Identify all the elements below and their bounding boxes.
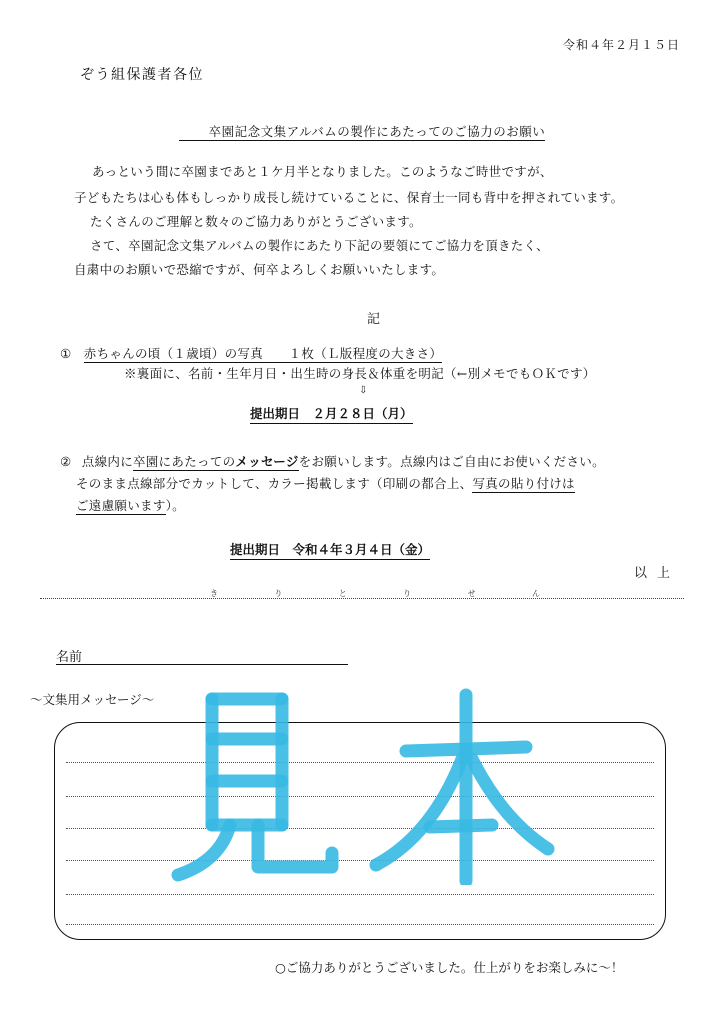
name-field-line[interactable]	[56, 664, 348, 665]
item2-line3	[76, 496, 185, 514]
item2-underlined: 卒園にあたっての	[133, 454, 236, 469]
cut-line	[40, 598, 684, 599]
stamp-stroke	[178, 825, 230, 875]
item1-note: ※裏面に、名前・生年月日・出生時の身長＆体重を明記（←別メモでもＯＫです）	[124, 366, 596, 381]
item2-text: ）。	[165, 498, 185, 513]
item2-message-bold: メッセージ	[235, 454, 299, 469]
ki-heading: 記	[367, 312, 381, 327]
cut-label-char: り	[403, 589, 412, 598]
ijou-closing: 以上	[634, 566, 681, 581]
stamp-stroke	[472, 759, 548, 849]
closing-thanks: ○ご協力ありがとうございました。仕上がりをお楽しみに～！	[275, 960, 624, 975]
cut-label-char: ん	[531, 589, 540, 598]
item2-underlined: ご遠慮願います	[76, 498, 166, 513]
name-label: 名前	[56, 650, 83, 665]
cut-label-char: と	[338, 589, 347, 598]
item2-text: そのまま点線部分でカットして、カラー掲載します（印刷の都合上、	[76, 476, 473, 491]
stamp-stroke	[430, 825, 492, 827]
item1-line	[60, 344, 442, 362]
cut-label-char: き	[210, 589, 218, 598]
message-label: ～文集用メッセージ～	[30, 692, 155, 707]
item2-text: をお願いします。点線内はご自由にお使いください。	[298, 454, 605, 469]
addressee: ぞう組保護者各位	[80, 67, 204, 83]
item1-deadline: 提出期日 ２月２８日（月）	[250, 404, 413, 424]
item2-text: 点線内に	[81, 454, 133, 469]
cut-label-char: せ	[467, 589, 476, 598]
down-arrow-icon: ⇩	[359, 385, 368, 396]
intro-line: 子どもたちは心も体もしっかり成長し続けていることに、保育士一同も背中を押されています。	[74, 190, 624, 205]
intro-line: たくさんのご理解と数々のご協力ありがとうございます。	[90, 214, 422, 229]
item2-number: ②	[60, 454, 72, 469]
item2-underlined: 写真の貼り付けは	[472, 476, 575, 491]
subject-text: 卒園記念文集アルバムの製作にあたってのご協力のお願い	[179, 124, 546, 141]
message-rule	[66, 894, 654, 895]
item2-line2	[76, 474, 575, 492]
intro-line: 自粛中のお願いで恐縮ですが、何卒よろしくお願いいたします。	[74, 262, 445, 277]
item2-line1	[60, 452, 605, 470]
message-rule	[66, 924, 654, 925]
item1-main: 赤ちゃんの頃（１歳頃）の写真 １枚（Ｌ版程度の大きさ）	[83, 346, 443, 361]
cut-label-char: り	[274, 589, 283, 598]
document-date: 令和４年２月１５日	[562, 38, 680, 52]
item1-number: ①	[60, 346, 72, 361]
stamp-stroke	[376, 759, 462, 865]
intro-line: あっという間に卒園まであと１ケ月半となりました。このようなご時世ですが、	[92, 164, 553, 179]
intro-line: さて、卒園記念文集アルバムの製作にあたり下記の要領にてご協力を頂きたく、	[90, 238, 549, 253]
item2-deadline: 提出期日 令和４年３月４日（金）	[230, 540, 430, 560]
sample-stamp	[170, 685, 560, 885]
subject-heading	[0, 122, 724, 140]
sample-stamp-strokes	[178, 695, 548, 881]
